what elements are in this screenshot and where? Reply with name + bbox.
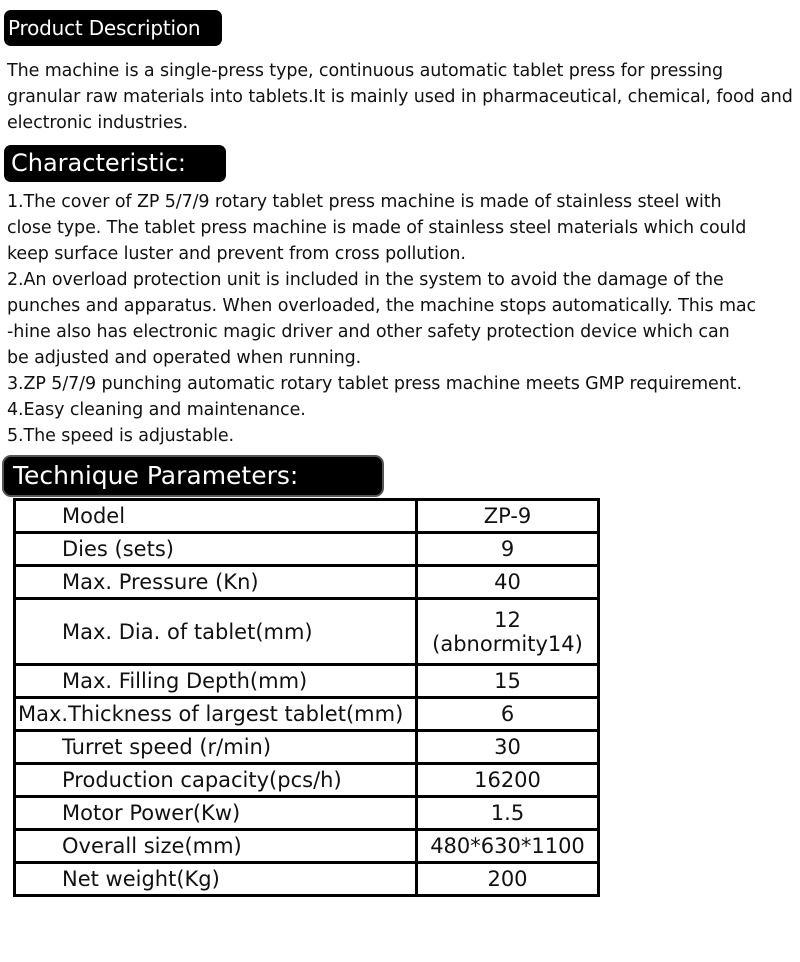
characteristic-line: close type. The tablet press machine is made of stainless steel materials which could bbox=[7, 218, 747, 238]
param-value: 200 bbox=[417, 863, 599, 896]
param-value bbox=[417, 599, 599, 665]
table-row bbox=[15, 797, 599, 830]
technique-parameters-table bbox=[13, 498, 600, 897]
product-description-heading: Product Description bbox=[4, 10, 222, 46]
param-label: Max. Dia. of tablet(mm) bbox=[15, 599, 417, 665]
characteristic-line: punches and apparatus. When overloaded, the machine stops automatically. This mac bbox=[7, 296, 757, 316]
table-row bbox=[15, 500, 599, 533]
table-row bbox=[15, 566, 599, 599]
table-row bbox=[15, 698, 599, 731]
table-row bbox=[15, 863, 599, 896]
param-value: 16200 bbox=[417, 764, 599, 797]
param-value: 40 bbox=[417, 566, 599, 599]
table-row bbox=[15, 830, 599, 863]
param-value: 6 bbox=[417, 698, 599, 731]
param-label: Net weight(Kg) bbox=[15, 863, 417, 896]
param-label: Max.Thickness of largest tablet(mm) bbox=[15, 698, 417, 731]
characteristic-line: be adjusted and operated when running. bbox=[7, 348, 362, 368]
param-label: Max. Filling Depth(mm) bbox=[15, 665, 417, 698]
param-value: 480*630*1100 bbox=[417, 830, 599, 863]
characteristic-line: 5.The speed is adjustable. bbox=[7, 426, 234, 446]
characteristic-line: -hine also has electronic magic driver and other safety protection device which can bbox=[7, 322, 730, 342]
param-value: 9 bbox=[417, 533, 599, 566]
characteristic-line: 1.The cover of ZP 5/7/9 rotary tablet press machine is made of stainless steel with bbox=[7, 192, 722, 212]
table-row bbox=[15, 533, 599, 566]
characteristic-line: 2.An overload protection unit is included in the system to avoid the damage of the bbox=[7, 270, 724, 290]
param-label: Motor Power(Kw) bbox=[15, 797, 417, 830]
characteristic-heading: Characteristic: bbox=[4, 145, 226, 182]
param-label: Production capacity(pcs/h) bbox=[15, 764, 417, 797]
technique-parameters-heading: Technique Parameters: bbox=[4, 457, 382, 495]
param-value: ZP-9 bbox=[417, 500, 599, 533]
param-value: 15 bbox=[417, 665, 599, 698]
characteristic-line: 4.Easy cleaning and maintenance. bbox=[7, 400, 306, 420]
param-value: 1.5 bbox=[417, 797, 599, 830]
param-label: Overall size(mm) bbox=[15, 830, 417, 863]
table-row bbox=[15, 764, 599, 797]
param-label: Model bbox=[15, 500, 417, 533]
characteristic-line: 3.ZP 5/7/9 punching automatic rotary tablet press machine meets GMP requirement. bbox=[7, 374, 742, 394]
table-row bbox=[15, 665, 599, 698]
table-row bbox=[15, 731, 599, 764]
characteristic-list bbox=[7, 189, 799, 449]
param-value-line: 12 bbox=[494, 607, 521, 632]
param-value: 30 bbox=[417, 731, 599, 764]
product-description-text: The machine is a single-press type, continuous automatic tablet press for pressing granular raw materials into tablets.It is mainly used in pharmaceutical, chemical, food and electronic industries. bbox=[7, 61, 793, 133]
param-value-note: (abnormity14) bbox=[432, 631, 583, 656]
param-label: Turret speed (r/min) bbox=[15, 731, 417, 764]
param-label: Dies (sets) bbox=[15, 533, 417, 566]
table-row bbox=[15, 599, 599, 665]
param-label: Max. Pressure (Kn) bbox=[15, 566, 417, 599]
characteristic-line: keep surface luster and prevent from cross pollution. bbox=[7, 244, 466, 264]
